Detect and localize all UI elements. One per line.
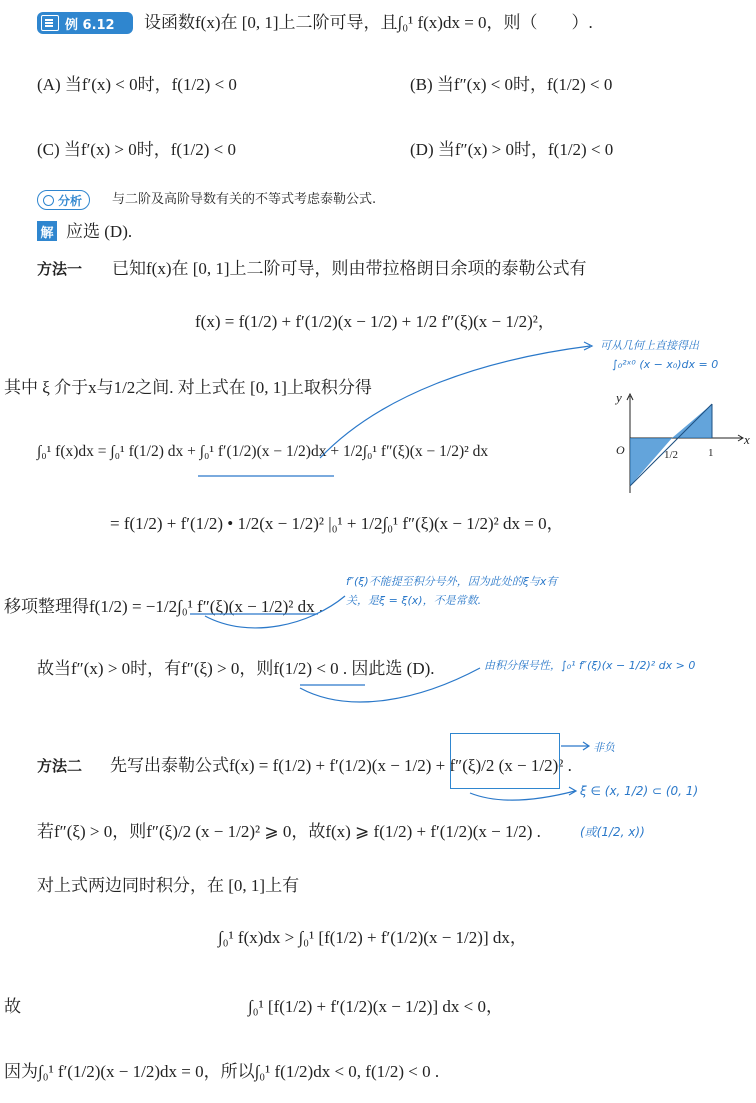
- final-line: 因为∫₀¹ f′(1/2)(x − 1/2)dx = 0，所以∫₀¹ f(1/2)dx < 0, f(1/2) < 0 .: [4, 1062, 440, 1081]
- geometry-graph: [602, 388, 752, 498]
- graph-half: 1/2: [664, 449, 679, 461]
- question-text: 设函数f(x)在 [0, 1]上二阶可导，且∫₀¹ f(x)dx = 0，则（ ）.: [144, 13, 593, 32]
- option-a: (A) 当f′(x) < 0时，f(1/2) < 0: [37, 75, 237, 94]
- search-icon: [43, 195, 54, 206]
- geometry-note-2: ∫₀²ˣ⁰ (x − x₀)dx = 0: [612, 358, 719, 371]
- geometry-note-1: 可从几何上直接得出: [600, 339, 699, 352]
- nonneg-note: 非负: [593, 741, 615, 754]
- book-icon: [41, 15, 59, 31]
- example-badge-label: 例 6.12: [65, 17, 115, 33]
- conclusion-line: 故当f″(x) > 0时，有f″(ξ) > 0，则f(1/2) < 0 . 因此选 (D).: [37, 659, 435, 678]
- sign-note: 由积分保号性，∫₀¹ f″(ξ)(x − 1/2)² dx > 0: [484, 659, 696, 672]
- xi-note-1: f″(ξ)不能提至积分号外，因为此处的ξ与x有: [346, 575, 558, 588]
- or-range-note: (或(1/2, x)): [580, 825, 645, 839]
- xi-range-note: ξ ∈ (x, 1/2) ⊂ (0, 1): [580, 784, 699, 798]
- inequality-1: ∫₀¹ f(x)dx > ∫₀¹ [f(1/2) + f′(1/2)(x − 1/2)] dx，: [218, 928, 527, 947]
- nonneg-box: [450, 733, 560, 789]
- analysis-badge: [37, 190, 90, 210]
- option-d: (D) 当f″(x) > 0时，f(1/2) < 0: [410, 140, 614, 159]
- method1-intro: 已知f(x)在 [0, 1]上二阶可导，则由带拉格朗日余项的泰勒公式有: [112, 259, 587, 278]
- method2-title: 方法二: [37, 757, 83, 775]
- answer-badge: 解: [37, 221, 57, 241]
- integrate-line: 对上式两边同时积分，在 [0, 1]上有: [37, 876, 300, 895]
- integral-line-2: = f(1/2) + f′(1/2) • 1/2(x − 1/2)² |₀¹ + 1/2∫₀¹ f″(ξ)(x − 1/2)² dx = 0，: [110, 514, 564, 533]
- if-line: 若f″(ξ) > 0，则f″(ξ)/2 (x − 1/2)² ⩾ 0，故f(x) ⩾ f(1/2) + f′(1/2)(x − 1/2) .: [37, 822, 541, 841]
- xi-text: 其中 ξ 介于x与1/2之间. 对上式在 [0, 1]上取积分得: [4, 378, 372, 397]
- integral-line-1: ∫₀¹ f(x)dx = ∫₀¹ f(1/2) dx + ∫₀¹ f′(1/2)(x − 1/2)dx + 1/2∫₀¹ f″(ξ)(x − 1/2)² dx: [37, 443, 489, 460]
- analysis-badge-label: 分析: [58, 193, 83, 208]
- inequality-2: ∫₀¹ [f(1/2) + f′(1/2)(x − 1/2)] dx < 0，: [248, 997, 503, 1016]
- method2-intro: 先写出泰勒公式f(x) = f(1/2) + f′(1/2)(x − 1/2) + f″(ξ)/2 (x − 1/2)² .: [110, 756, 572, 775]
- option-b: (B) 当f″(x) < 0时，f(1/2) < 0: [410, 75, 613, 94]
- gu-label: 故: [4, 997, 21, 1016]
- analysis-text: 与二阶及高阶导数有关的不等式考虑泰勒公式.: [112, 192, 377, 207]
- graph-origin: O: [616, 443, 625, 457]
- taylor-formula: f(x) = f(1/2) + f′(1/2)(x − 1/2) + 1/2 f″(ξ)(x − 1/2)²，: [195, 312, 555, 331]
- graph-one: 1: [708, 447, 714, 459]
- method1-title: 方法一: [37, 260, 83, 278]
- graph-x-label: x: [744, 432, 750, 447]
- xi-note-2: 关，是ξ = ξ(x)，不是常数.: [346, 594, 482, 607]
- graph-y-label: y: [616, 390, 622, 405]
- move-line: 移项整理得f(1/2) = −1/2∫₀¹ f″(ξ)(x − 1/2)² dx .: [4, 597, 324, 616]
- option-c: (C) 当f′(x) > 0时，f(1/2) < 0: [37, 140, 236, 159]
- answer-text: 应选 (D).: [66, 222, 133, 241]
- example-badge: [37, 12, 133, 34]
